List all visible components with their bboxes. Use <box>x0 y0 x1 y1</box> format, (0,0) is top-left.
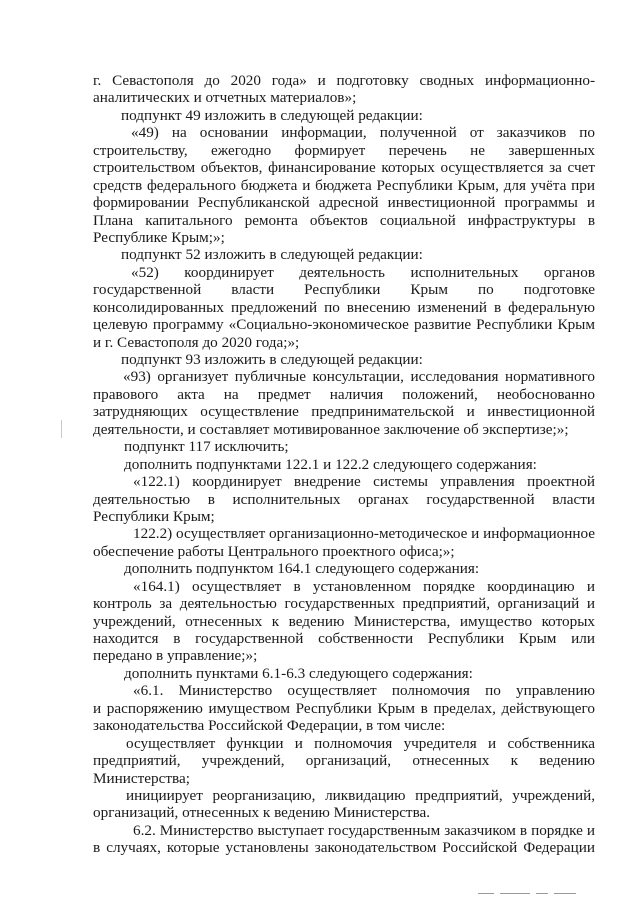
text-line: учреждений, отнесенных к ведению Министерства, имущество которых <box>93 612 595 630</box>
text-line: г. Севастополя до 2020 года» и подготовку сводных информационно- <box>93 72 595 89</box>
text-line: 122.2) осуществляет организационно-методическое и информационное <box>133 525 596 543</box>
text-line: Плана капитального ремонта объектов социальной инфраструктуры в <box>93 211 595 229</box>
text-line: «49) на основании информации, полученной от заказчиков по <box>131 124 595 142</box>
text-line: обеспечение работы Центрального проектного офиса;»; <box>93 542 455 560</box>
scan-artifact <box>554 893 576 894</box>
text-line: подпункт 93 изложить в следующей редакции: <box>121 351 423 368</box>
text-line: осуществляет функции и полномочия учредителя и собственника <box>126 734 595 752</box>
text-line: строительством объектов, финансирование которых осуществляется за счет <box>93 159 595 177</box>
text-line: затрудняющих осуществление предпринимательской и инвестиционной <box>93 403 595 421</box>
document-page <box>93 72 595 857</box>
text-line: и распоряжению имуществом Республики Крым в пределах, действующего <box>93 699 595 717</box>
text-line: «52) координирует деятельность исполнительных органов <box>131 263 595 281</box>
text-line: формировании Республиканской адресной инвестиционной программы и <box>93 194 595 212</box>
text-line: Республики Крым; <box>93 507 215 525</box>
text-line: деятельности, и составляет мотивированное заключение об экспертизе;»; <box>93 420 569 438</box>
text-line: контроль за деятельностью государственных предприятий, организаций и <box>93 595 595 613</box>
scan-artifact <box>536 893 548 894</box>
text-line: 6.2. Министерство выступает государственным заказчиком в порядке и <box>133 821 595 839</box>
text-line: законодательства Российской Федерации, в том числе: <box>93 717 446 735</box>
text-line: находится в государственной собственности Республики Крым или <box>93 630 595 647</box>
text-line: предприятий, учреждений, организаций, отнесенных к ведению <box>93 752 595 770</box>
text-line: подпункт 52 изложить в следующей редакции: <box>121 246 423 264</box>
text-line: инициирует реорганизацию, ликвидацию предприятий, учреждений, <box>126 786 595 804</box>
scan-margin-mark <box>61 420 62 438</box>
text-line: Республике Крым;»; <box>93 228 225 246</box>
text-line: строительству, ежегодно формирует перечень не завершенных <box>93 141 595 159</box>
text-line: средств федерального бюджета и бюджета Республики Крым, для учёта при <box>93 176 595 194</box>
text-line: в случаях, которые установлены законодательством Российской Федерации <box>93 839 595 857</box>
text-line: подпункт 49 изложить в следующей редакции: <box>121 106 423 124</box>
text-line: передано в управление;»; <box>93 647 258 665</box>
text-line: консолидированных предложений по внесению изменений в федеральную <box>93 298 595 316</box>
text-line: дополнить подпунктом 164.1 следующего содержания: <box>124 560 480 578</box>
text-line: аналитических и отчетных материалов»; <box>93 89 357 107</box>
text-line: организаций, отнесенных к ведению Министерства. <box>93 804 431 822</box>
text-line: подпункт 117 исключить; <box>124 438 289 456</box>
text-line: «6.1. Министерство осуществляет полномочия по управлению <box>133 682 595 700</box>
scan-artifact <box>500 893 530 894</box>
text-line: «164.1) осуществляет в установленном порядке координацию и <box>133 577 595 595</box>
scan-artifact <box>478 893 494 894</box>
text-line: «93) организует публичные консультации, исследования нормативного <box>123 368 595 386</box>
text-line: дополнить пунктами 6.1-6.3 следующего содержания: <box>124 664 473 682</box>
text-line: правового акта на предмет наличия положений, необоснованно <box>93 385 595 403</box>
text-line: дополнить подпунктами 122.1 и 122.2 следующего содержания: <box>124 455 537 473</box>
text-line: государственной власти Республики Крым по подготовке <box>93 281 595 299</box>
text-line: Министерства; <box>93 769 190 787</box>
text-line: деятельностью в исполнительных органах государственной власти <box>93 490 595 508</box>
text-line: целевую программу «Социально-экономическое развитие Республики Крым <box>93 316 595 334</box>
text-line: и г. Севастополя до 2020 года;»; <box>93 333 300 351</box>
text-line: «122.1) координирует внедрение системы управления проектной <box>133 473 595 491</box>
